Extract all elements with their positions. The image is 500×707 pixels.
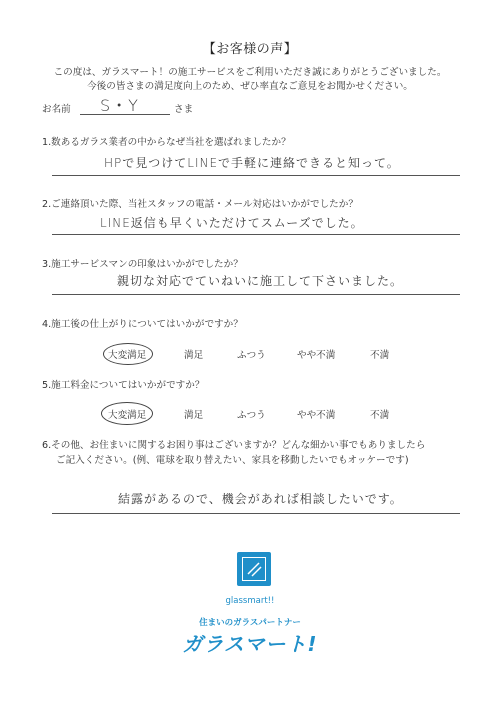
question-1: 1.数あるガラス業者の中からなぜ当社を選ばれましたか？ — [42, 137, 291, 148]
question-6-line-2: ご記入ください。(例、電球を取り替えたい、家具を移動したいでもオッケーです) — [56, 455, 409, 466]
q4-option-dissatisfied[interactable]: 不満 — [370, 350, 390, 361]
name-underline — [80, 114, 170, 115]
q4-option-very-satisfied[interactable]: 大変満足 — [108, 350, 147, 361]
q4-option-somewhat-dissatisfied[interactable]: やや不満 — [297, 350, 336, 361]
answer-6: 結露があるので、機会があれば相談したいです。 — [118, 492, 403, 506]
intro-line-1: この度は、ガラスマート！の施工サービスをご利用いただき誠にありがとうございました。 — [53, 67, 447, 78]
q5-option-satisfied[interactable]: 満足 — [184, 410, 204, 421]
question-2: 2.ご連絡頂いた際、当社スタッフの電話・メール対応はいかがでしたか？ — [42, 199, 358, 210]
glass-reflection-icon — [237, 552, 271, 586]
question-4: 4.施工後の仕上がりについてはいかがですか？ — [42, 319, 243, 330]
question-6-line-1: 6.その他、お住まいに関するお困り事はございますか？どんな細かい事でもありましたら — [42, 440, 426, 451]
q5-option-somewhat-dissatisfied[interactable]: やや不満 — [297, 410, 336, 421]
q5-option-dissatisfied[interactable]: 不満 — [370, 410, 390, 421]
q4-option-satisfied[interactable]: 満足 — [184, 350, 204, 361]
q5-option-very-satisfied[interactable]: 大変満足 — [108, 410, 147, 421]
question-5: 5.施工料金についてはいかがですか？ — [42, 380, 205, 391]
answer-3-line — [52, 294, 460, 295]
page-title: 【お客様の声】 — [202, 42, 298, 57]
intro-line-2: 今後の皆さまの満足度向上のため、ぜひ率直なご意見をお聞かせください。 — [87, 81, 413, 92]
glass-window-icon — [237, 552, 271, 586]
answer-6-line — [52, 513, 460, 514]
answer-2: LINE返信も早くいただけてスムーズでした。 — [100, 216, 364, 230]
logo-brand: ガラスマート! — [182, 632, 318, 656]
logo-tagline: 住まいのガラスパートナー — [199, 618, 301, 628]
answer-2-line — [52, 234, 460, 235]
logo-wordmark: glassmart!! — [225, 596, 275, 606]
name-suffix: さま — [174, 104, 194, 115]
answer-3: 親切な対応でていねいに施工して下さいました。 — [117, 274, 404, 288]
q5-option-normal[interactable]: ふつう — [237, 410, 266, 421]
q4-option-normal[interactable]: ふつう — [237, 350, 266, 361]
name-value: S・Y — [100, 96, 139, 115]
answer-1-line — [52, 175, 460, 176]
name-label: お名前 — [42, 104, 71, 115]
question-3: 3.施工サービスマンの印象はいかがでしたか？ — [42, 259, 243, 270]
answer-1: HPで見つけてLINEで手軽に連絡できると知って。 — [104, 156, 400, 170]
